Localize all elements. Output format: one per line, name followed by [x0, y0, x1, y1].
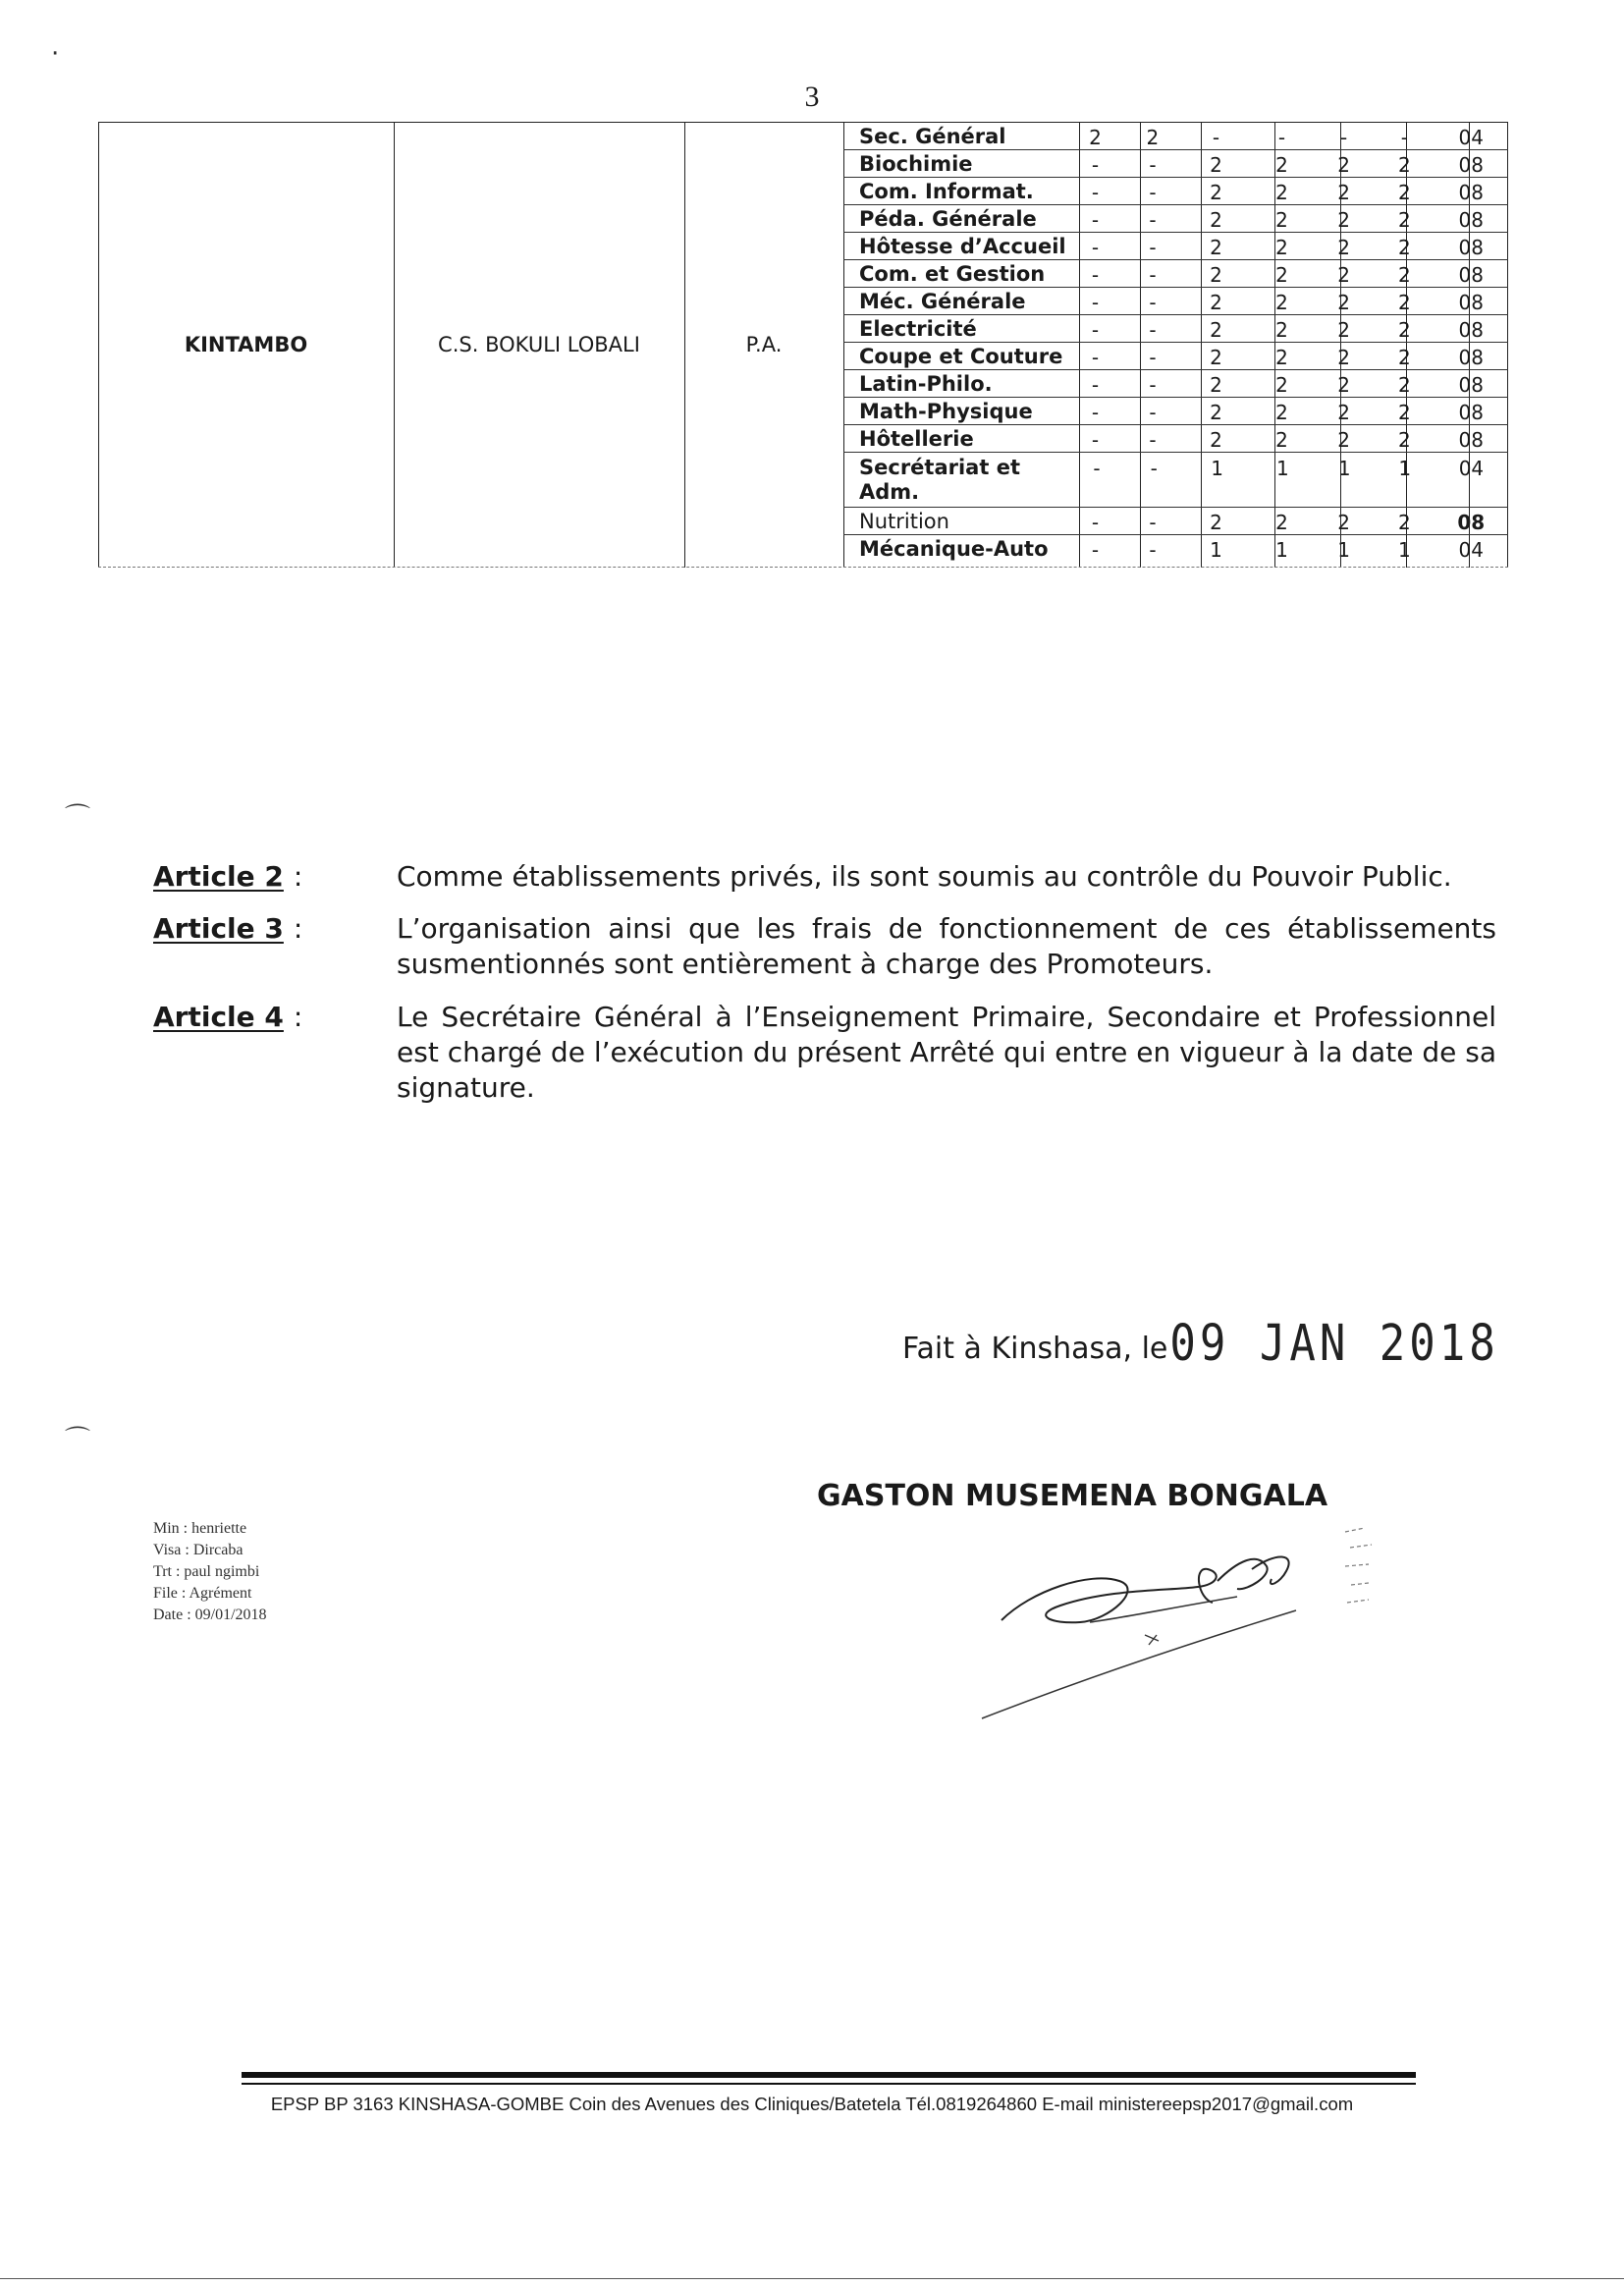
grade-5-count: 2 — [1337, 263, 1350, 287]
grade-3-count: 2 — [1210, 401, 1222, 424]
total-count: 08 — [1458, 263, 1484, 287]
scan-mark: · — [51, 39, 60, 69]
option-name: Com. Informat. — [859, 180, 1034, 203]
option-name: Electricité — [859, 317, 977, 341]
total-count: 08 — [1458, 428, 1484, 452]
grade-2-count: - — [1149, 373, 1157, 397]
page-edge — [0, 2278, 1624, 2279]
grade-4-count: 2 — [1275, 401, 1288, 424]
grade-2-count: - — [1149, 263, 1157, 287]
table-row — [843, 152, 1508, 178]
grade-6-count: 1 — [1398, 538, 1411, 562]
grade-3-count: - — [1212, 126, 1220, 149]
grade-4-count: 2 — [1275, 181, 1288, 204]
option-name: Méc. Générale — [859, 290, 1026, 313]
grade-1-count: - — [1091, 318, 1100, 342]
grade-2-count: - — [1149, 236, 1157, 259]
grade-6-count: - — [1400, 126, 1408, 149]
grade-4-count: 2 — [1275, 428, 1288, 452]
article-4-label: Article 4 : — [153, 1001, 303, 1033]
grade-2-count: - — [1149, 153, 1157, 177]
grade-3-count: 2 — [1210, 428, 1222, 452]
grade-3-count: 2 — [1210, 263, 1222, 287]
grade-3-count: 2 — [1210, 291, 1222, 314]
table-row — [843, 400, 1508, 425]
handwritten-signature — [972, 1512, 1424, 1738]
table-row — [843, 125, 1508, 150]
grade-2-count: - — [1149, 346, 1157, 369]
article-4-text: Le Secrétaire Général à l’Enseignement Primaire, Secondaire et Professionnel est chargé de l’exécution du présent Arrêté qui entre en vigueur à la date de sa signature. — [397, 1001, 1496, 1104]
option-name: Coupe et Couture — [859, 345, 1063, 368]
scan-mark: ⌒ — [65, 803, 91, 833]
ref-line: Trt : paul ngimbi — [153, 1563, 260, 1580]
grade-6-count: 2 — [1398, 153, 1411, 177]
grade-4-count: 2 — [1275, 511, 1288, 534]
option-name: Mécanique-Auto — [859, 537, 1049, 561]
grade-1-count: - — [1091, 373, 1100, 397]
total-count: 08 — [1458, 181, 1484, 204]
table-row — [843, 262, 1508, 288]
grade-5-count: 2 — [1337, 401, 1350, 424]
grade-5-count: 2 — [1337, 373, 1350, 397]
grade-3-count: 2 — [1210, 153, 1222, 177]
total-count: 08 — [1458, 346, 1484, 369]
grade-6-count: 2 — [1398, 291, 1411, 314]
grade-2-count: - — [1149, 181, 1157, 204]
table-row — [843, 235, 1508, 260]
grade-4-count: 2 — [1275, 291, 1288, 314]
grade-1-count: - — [1091, 511, 1100, 534]
commune-cell: KINTAMBO — [184, 333, 308, 356]
footer-divider — [242, 2083, 1416, 2085]
grade-1-count: - — [1091, 291, 1100, 314]
grade-4-count: 2 — [1275, 236, 1288, 259]
article-2-text: Comme établissements privés, ils sont soumis au contrôle du Pouvoir Public. — [397, 860, 1452, 893]
ref-line: Visa : Dircaba — [153, 1542, 244, 1558]
option-name: Biochimie — [859, 152, 973, 176]
grade-2-count: - — [1150, 457, 1158, 480]
grade-5-count: 1 — [1337, 538, 1350, 562]
regime-cell: P.A. — [745, 333, 783, 356]
grade-1-count: - — [1091, 208, 1100, 232]
grade-6-count: 2 — [1398, 236, 1411, 259]
grade-1-count: - — [1091, 153, 1100, 177]
ref-line: Min : henriette — [153, 1520, 247, 1537]
table-row — [843, 537, 1508, 563]
option-name: Nutrition — [859, 510, 949, 533]
table-row — [843, 207, 1508, 233]
grade-4-count: 1 — [1275, 457, 1289, 480]
grade-3-count: 1 — [1210, 538, 1222, 562]
grade-4-count: 1 — [1275, 538, 1288, 562]
grade-3-count: 2 — [1210, 181, 1222, 204]
total-count: 04 — [1458, 126, 1484, 149]
grade-2-count: - — [1149, 291, 1157, 314]
grade-5-count: 2 — [1337, 511, 1350, 534]
article-3-label: Article 3 : — [153, 912, 303, 945]
grade-3-count: 2 — [1210, 318, 1222, 342]
school-name-cell: C.S. BOKULI LOBALI — [438, 333, 640, 356]
schools-table — [98, 122, 1508, 568]
grade-5-count: 2 — [1337, 153, 1350, 177]
table-row — [843, 180, 1508, 205]
footer-divider — [242, 2072, 1416, 2078]
grade-6-count: 1 — [1398, 457, 1412, 480]
table-row — [843, 372, 1508, 398]
total-count: 08 — [1458, 373, 1484, 397]
grade-4-count: 2 — [1275, 153, 1288, 177]
date-stamp: 09 JAN 2018 — [1169, 1315, 1499, 1373]
grade-2-count: - — [1149, 511, 1157, 534]
grade-6-count: 2 — [1398, 373, 1411, 397]
grade-5-count: 2 — [1337, 428, 1350, 452]
grade-1-count: - — [1091, 346, 1100, 369]
reference-block — [153, 1518, 267, 1626]
grade-6-count: 2 — [1398, 428, 1411, 452]
article-2-label: Article 2 : — [153, 860, 303, 893]
grade-6-count: 2 — [1398, 208, 1411, 232]
grade-6-count: 2 — [1398, 263, 1411, 287]
table-row — [843, 427, 1508, 453]
grade-2-count: - — [1149, 538, 1157, 562]
scan-mark: ⌒ — [65, 1426, 91, 1455]
grade-3-count: 1 — [1211, 457, 1223, 480]
option-name: Hôtesse d’Accueil — [859, 235, 1066, 258]
ref-line: Date : 09/01/2018 — [153, 1606, 267, 1623]
option-name: Péda. Générale — [859, 207, 1037, 231]
total-count: 08 — [1458, 208, 1484, 232]
grade-1-count: - — [1091, 236, 1100, 259]
grade-5-count: 2 — [1337, 208, 1350, 232]
table-row — [843, 345, 1508, 370]
table-row — [843, 510, 1508, 535]
option-name: Hôtellerie — [859, 427, 974, 451]
table-row — [843, 456, 1508, 505]
grade-5-count: 2 — [1337, 346, 1350, 369]
grade-2-count: - — [1149, 318, 1157, 342]
grade-6-count: 2 — [1398, 511, 1411, 534]
option-name: Secrétariat et Adm. — [859, 456, 1020, 504]
total-count: 08 — [1458, 291, 1484, 314]
grade-1-count: - — [1093, 457, 1101, 480]
grade-5-count: - — [1340, 126, 1348, 149]
grade-2-count: - — [1149, 401, 1157, 424]
grade-1-count: 2 — [1089, 126, 1102, 149]
option-name: Com. et Gestion — [859, 262, 1046, 286]
place-and-date — [902, 1315, 1499, 1373]
page-number: 3 — [804, 81, 820, 113]
grade-3-count: 2 — [1210, 208, 1222, 232]
grade-1-count: - — [1091, 538, 1100, 562]
grade-5-count: 2 — [1337, 291, 1350, 314]
total-count: 04 — [1458, 457, 1485, 480]
grade-4-count: 2 — [1275, 263, 1288, 287]
grade-5-count: 1 — [1337, 457, 1351, 480]
total-count: 08 — [1458, 401, 1484, 424]
grade-3-count: 2 — [1210, 236, 1222, 259]
place-label: Fait à Kinshasa, le — [902, 1332, 1168, 1366]
total-count: 08 — [1458, 236, 1484, 259]
grade-1-count: - — [1091, 181, 1100, 204]
total-count: 08 — [1458, 153, 1484, 177]
grade-2-count: - — [1149, 428, 1157, 452]
grade-4-count: 2 — [1275, 373, 1288, 397]
article-3-text: L’organisation ainsi que les frais de fonctionnement de ces établissements susmentionnés sont entièrement à charge des Promoteurs. — [397, 912, 1496, 980]
grade-2-count: - — [1149, 208, 1157, 232]
table-row — [843, 290, 1508, 315]
grade-6-count: 2 — [1398, 318, 1411, 342]
grade-1-count: - — [1091, 263, 1100, 287]
grade-5-count: 2 — [1337, 181, 1350, 204]
grade-4-count: 2 — [1275, 318, 1288, 342]
footer-contact: EPSP BP 3163 KINSHASA-GOMBE Coin des Avenues des Cliniques/Batetela Tél.0819264860 E-mail ministereepsp2017@gmail.com — [270, 2094, 1354, 2114]
grade-3-count: 2 — [1210, 511, 1222, 534]
grade-1-count: - — [1091, 428, 1100, 452]
grade-3-count: 2 — [1210, 346, 1222, 369]
grade-6-count: 2 — [1398, 346, 1411, 369]
grade-4-count: - — [1277, 126, 1286, 149]
grade-6-count: 2 — [1398, 181, 1411, 204]
grade-4-count: 2 — [1275, 346, 1288, 369]
option-name: Sec. Général — [859, 125, 1006, 148]
option-name: Latin-Philo. — [859, 372, 993, 396]
total-count: 08 — [1457, 511, 1486, 534]
grade-5-count: 2 — [1337, 236, 1350, 259]
grade-2-count: 2 — [1146, 126, 1160, 149]
grade-6-count: 2 — [1398, 401, 1411, 424]
table-row — [843, 317, 1508, 343]
grade-4-count: 2 — [1275, 208, 1288, 232]
total-count: 04 — [1458, 538, 1484, 562]
signatory-name: GASTON MUSEMENA BONGALA — [817, 1479, 1328, 1513]
grade-1-count: - — [1091, 401, 1100, 424]
total-count: 08 — [1458, 318, 1484, 342]
ref-line: File : Agrément — [153, 1585, 252, 1602]
grade-3-count: 2 — [1210, 373, 1222, 397]
option-name: Math-Physique — [859, 400, 1033, 423]
grade-5-count: 2 — [1337, 318, 1350, 342]
